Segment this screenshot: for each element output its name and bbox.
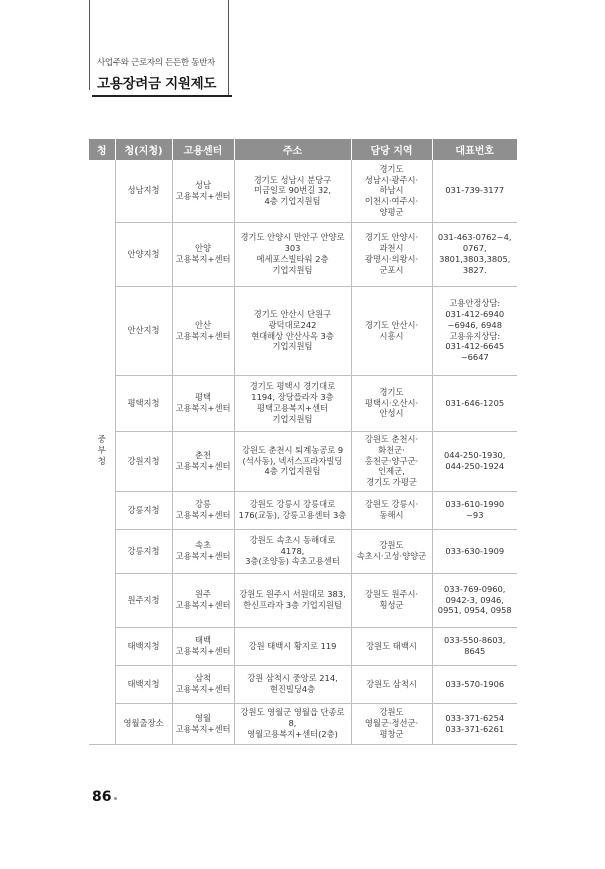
center-cell: 춘천 고용복지+센터 [172,431,234,491]
branch-cell: 안산지청 [115,286,172,375]
page-dot [114,797,117,800]
center-cell: 안양 고용복지+센터 [172,222,234,286]
branch-cell: 태백지청 [115,665,172,703]
center-cell: 태백 고용복지+센터 [172,627,234,665]
center-table [89,139,517,745]
phone-cell: 033-610-1990 ~93 [432,491,517,529]
address-cell: 강원도 속초시 동해대로 4178, 3층(조양동) 속초고용센터 [234,529,351,573]
phone-cell: 033-769-0960, 0942-3, 0946, 0951, 0954, 0958 [432,573,517,627]
phone-cell: 033-371-6254 033-371-6261 [432,703,517,744]
branch-cell: 강릉지청 [115,529,172,573]
center-cell: 속초 고용복지+센터 [172,529,234,573]
center-cell: 평택 고용복지+센터 [172,375,234,431]
table-row [89,375,517,431]
page-number: 86 [92,789,112,805]
phone-cell: 033-630-1909 [432,529,517,573]
address-cell: 강원도 춘천시 퇴계농공로 9 (석사동), 넥서스프라자빌딩 4층 기업지원팀 [234,431,351,491]
branch-cell: 강원지청 [115,431,172,491]
address-cell: 강원 태백시 황지로 119 [234,627,351,665]
branch-cell: 성남지청 [115,160,172,222]
area-cell: 강원도 춘천시·화천군· 홍천군·양구군·인제군, 경기도 가평군 [351,431,432,491]
header-subtitle: 사업주와 근로자의 든든한 동반자 [97,58,215,68]
area-cell: 강원도 삼척시 [351,665,432,703]
phone-cell: 고용안정상담: 031-412-6940 ~6946, 6948 고용유지상담: 031-412-6645 ~6647 [432,286,517,375]
address-cell: 강원도 영월군 영월읍 단종로 8, 영월고용복지+센터(2층) [234,703,351,744]
region-cell: 중 부 청 [89,160,115,744]
table-row [89,286,517,375]
page-header [97,56,216,92]
title-underline [92,95,232,97]
header-title: 고용장려금 지원제도 [97,76,217,92]
address-cell: 강원도 원주시 서원대로 383, 한신프라자 3층 기업지원팀 [234,573,351,627]
branch-cell: 영월출장소 [115,703,172,744]
branch-cell: 원주지청 [115,573,172,627]
col-header-address: 주소 [234,139,351,160]
branch-cell: 강릉지청 [115,491,172,529]
phone-cell: 033-570-1906 [432,665,517,703]
area-cell: 강원도 속초시·고성·양양군 [351,529,432,573]
phone-cell: 031-739-3177 [432,160,517,222]
phone-cell: 044-250-1930, 044-250-1924 [432,431,517,491]
col-header-branch: 청(지청) [115,139,172,160]
center-cell: 영월 고용복지+센터 [172,703,234,744]
area-cell: 경기도 평택시·오산시·안성시 [351,375,432,431]
center-cell: 삼척 고용복지+센터 [172,665,234,703]
address-cell: 경기도 평택시 경기대로 1194, 장당플라자 3층 평택고용복지+센터 기업지원팀 [234,375,351,431]
header-rule-right [228,0,229,97]
address-cell: 경기도 안산시 단원구 광덕대로242 현대해상 안산사옥 3층 기업지원팀 [234,286,351,375]
phone-cell: 033-550-8603, 8645 [432,627,517,665]
address-cell: 강원 삼척시 중앙로 214, 현진빌딩4층 [234,665,351,703]
table-row [89,222,517,286]
table-row [89,665,517,703]
table-row [89,491,517,529]
address-cell: 경기도 안양시 만안구 안양로 303 메세포스빌타워 2층 기업지원팀 [234,222,351,286]
col-header-phone: 대표번호 [432,139,517,160]
col-header-center: 고용센터 [172,139,234,160]
area-cell: 경기도 안산시·시흥시 [351,286,432,375]
area-cell: 경기도 안양시·과천시 광명시·의왕시·군포시 [351,222,432,286]
col-header-region: 청 [89,139,115,160]
phone-cell: 031-646-1205 [432,375,517,431]
branch-cell: 안양지청 [115,222,172,286]
table-row [89,703,517,744]
table-row [89,529,517,573]
address-cell: 강원도 강릉시 강릉대로 176(교동), 강릉고용센터 3층 [234,491,351,529]
branch-cell: 평택지청 [115,375,172,431]
center-cell: 안산 고용복지+센터 [172,286,234,375]
table-row [89,627,517,665]
header-rule-left [89,0,90,90]
center-cell: 원주 고용복지+센터 [172,573,234,627]
center-cell: 성남 고용복지+센터 [172,160,234,222]
phone-cell: 031-463-0762~4, 0767, 3801,3803,3805, 3827. [432,222,517,286]
center-cell: 강릉 고용복지+센터 [172,491,234,529]
col-header-area: 담당 지역 [351,139,432,160]
table-header-row [89,139,517,160]
branch-cell: 태백지청 [115,627,172,665]
area-cell: 강원도 영월군·정선군·평창군 [351,703,432,744]
area-cell: 강원도 강릉시·동해시 [351,491,432,529]
area-cell: 강원도 태백시 [351,627,432,665]
address-cell: 경기도 성남시 분당구 미금일로 90번길 32, 4층 기업지원팀 [234,160,351,222]
area-cell: 경기도 성남시·광주시·하남시 이천시·여주시·양평군 [351,160,432,222]
table-row [89,160,517,222]
area-cell: 강원도 원주시·횡성군 [351,573,432,627]
table-row [89,431,517,491]
table-row [89,573,517,627]
